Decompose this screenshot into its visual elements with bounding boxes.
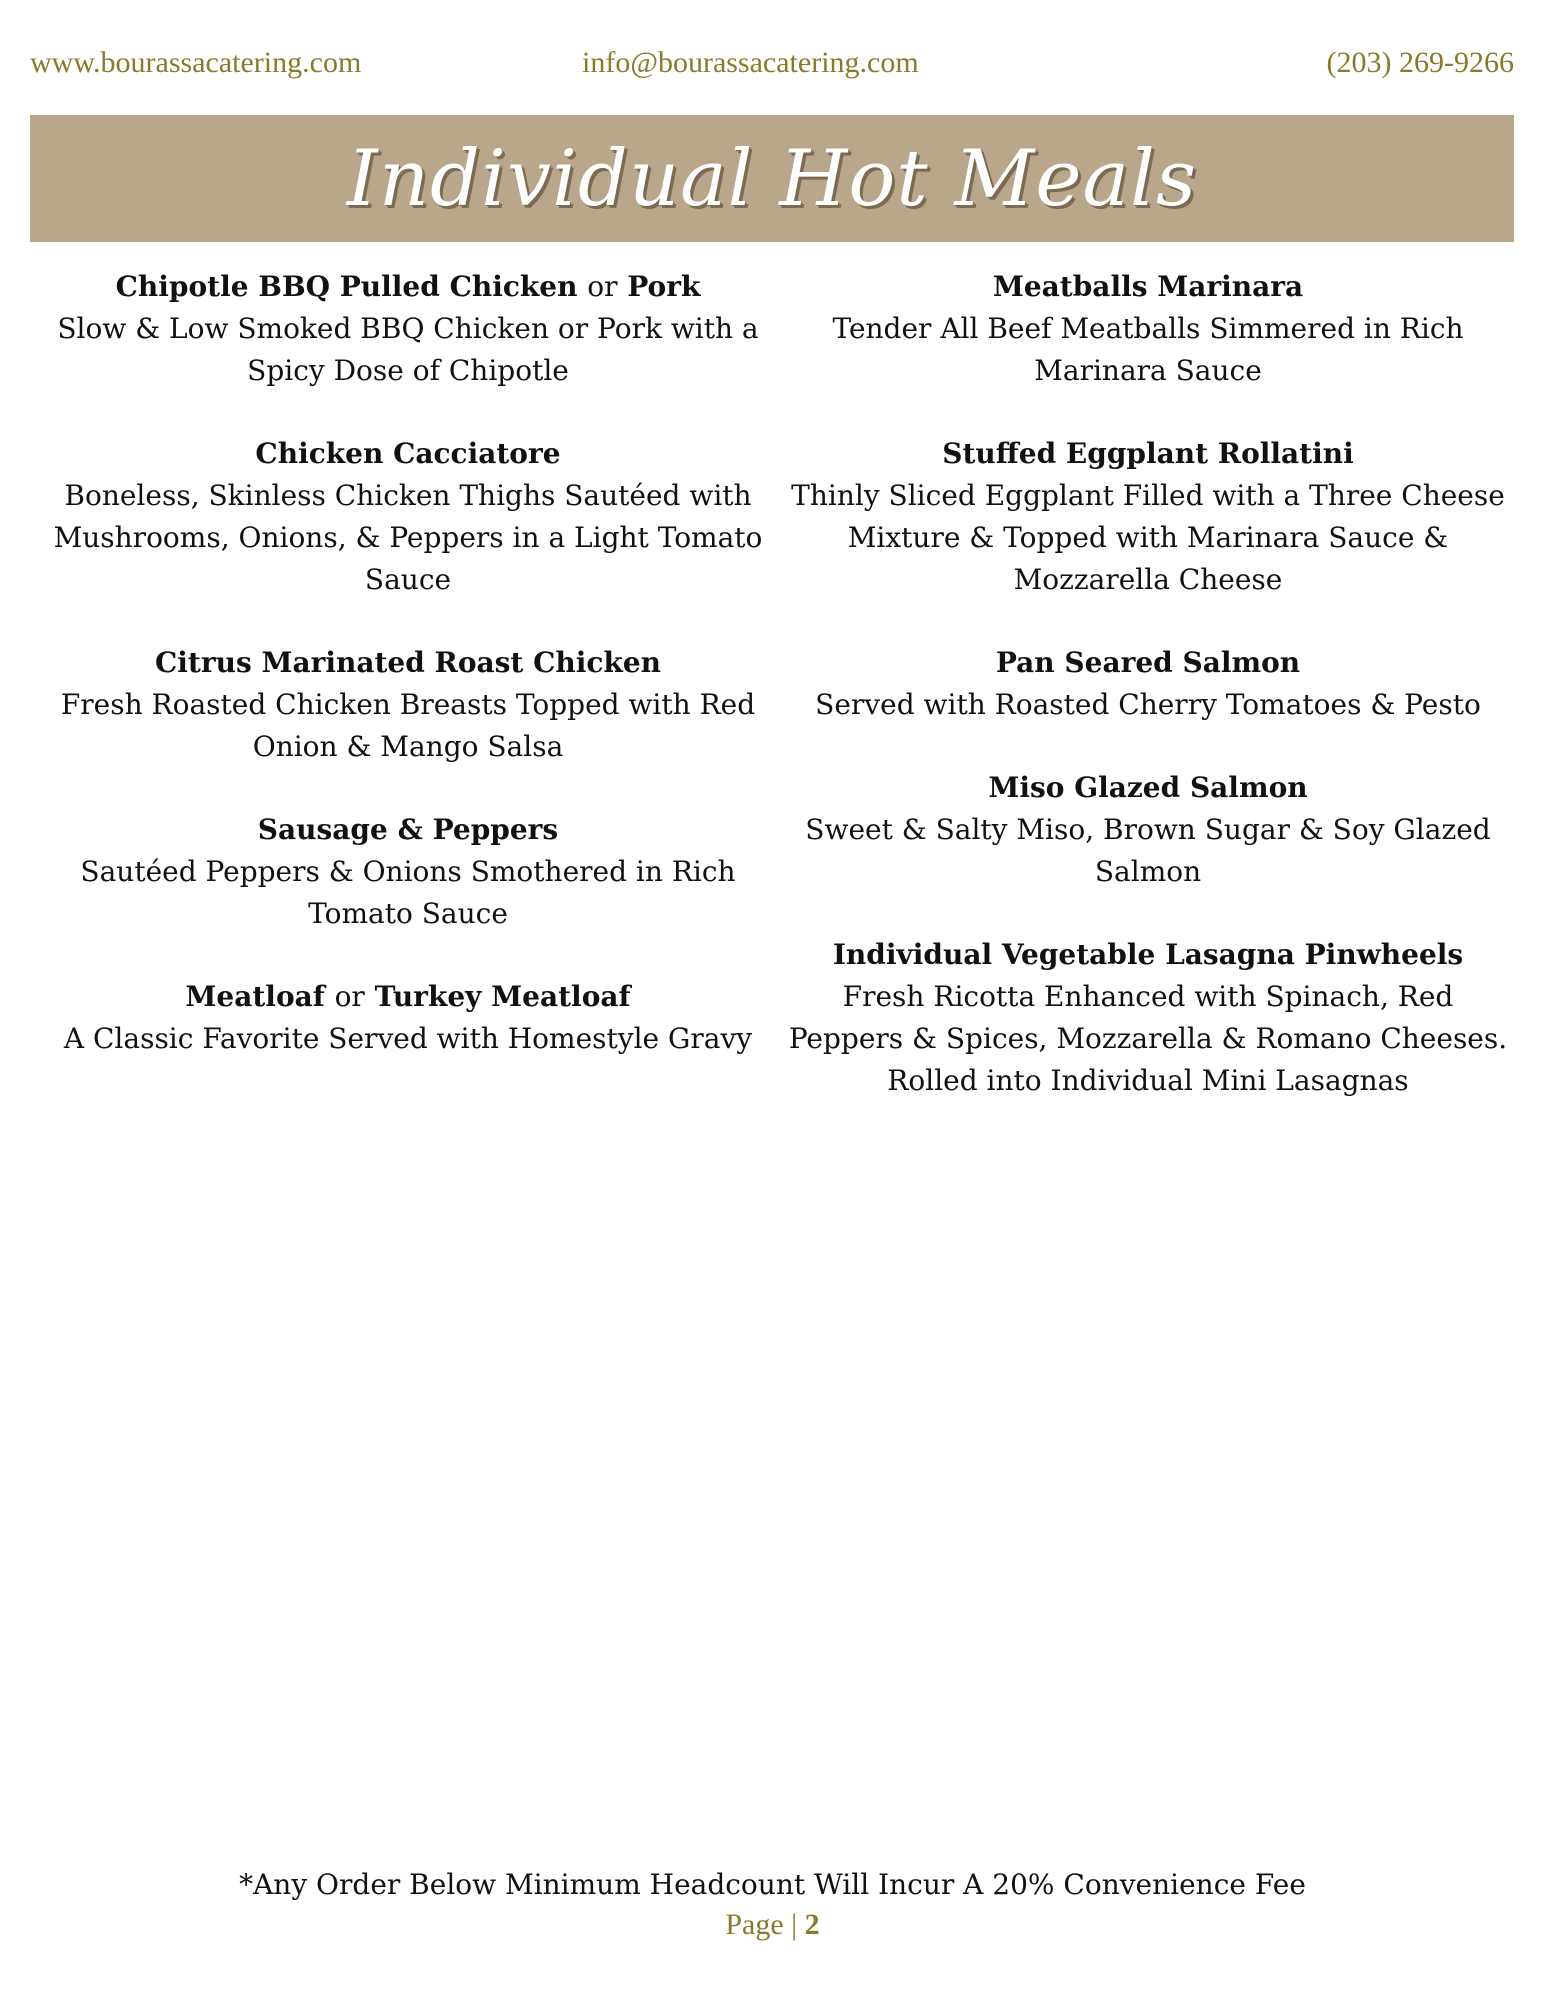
menu-item [48, 642, 768, 768]
menu-item-name: Pan Seared Salmon [995, 646, 1301, 679]
website-link[interactable]: www.bourassacatering.com [30, 46, 362, 79]
contact-header [30, 46, 1514, 90]
menu-item-description: A Classic Favorite Served with Homestyle Gravy [63, 1022, 753, 1055]
menu-item [788, 433, 1508, 601]
menu-column-right [788, 266, 1508, 1143]
menu-item [788, 266, 1508, 392]
page-number [0, 1904, 1545, 1946]
menu-column-left [48, 266, 768, 1101]
menu-item-name: Sausage & Peppers [257, 813, 559, 846]
page-label: Page | [725, 1908, 798, 1941]
menu-item-name: Meatballs Marinara [992, 270, 1304, 303]
email-link[interactable]: info@bourassacatering.com [582, 46, 919, 79]
menu-item-name: Chipotle BBQ Pulled Chicken or Pork [115, 270, 701, 303]
menu-item [48, 433, 768, 601]
page-number-value: 2 [804, 1908, 820, 1941]
menu-item-name: Miso Glazed Salmon [988, 771, 1308, 804]
menu-item [788, 642, 1508, 726]
menu-item-name: Meatloaf or Turkey Meatloaf [185, 980, 631, 1013]
menu-item-description: Fresh Ricotta Enhanced with Spinach, Red Peppers & Spices, Mozzarella & Romano Cheeses. Rolled into Individual Mini Lasagnas [788, 980, 1508, 1097]
title-banner [30, 115, 1514, 242]
menu-item-description: Slow & Low Smoked BBQ Chicken or Pork with a Spicy Dose of Chipotle [57, 312, 759, 387]
menu-item-name: Individual Vegetable Lasagna Pinwheels [832, 938, 1464, 971]
convenience-fee-note: *Any Order Below Minimum Headcount Will Incur A 20% Convenience Fee [239, 1868, 1306, 1901]
menu-item [48, 809, 768, 935]
menu-item [788, 934, 1508, 1102]
page-title: Individual Hot Meals [347, 133, 1197, 224]
menu-item-name: Stuffed Eggplant Rollatini [942, 437, 1354, 470]
menu-item-name: Citrus Marinated Roast Chicken [154, 646, 661, 679]
menu-item-name: Chicken Cacciatore [255, 437, 561, 470]
menu-item-description: Served with Roasted Cherry Tomatoes & Pesto [815, 688, 1481, 721]
menu-item [48, 266, 768, 392]
menu-item-description: Sweet & Salty Miso, Brown Sugar & Soy Glazed Salmon [805, 813, 1491, 888]
phone-number[interactable]: (203) 269-9266 [1326, 46, 1514, 79]
menu-item [788, 767, 1508, 893]
menu-item-description: Fresh Roasted Chicken Breasts Topped with Red Onion & Mango Salsa [60, 688, 756, 763]
menu-item-description: Tender All Beef Meatballs Simmered in Rich Marinara Sauce [832, 312, 1464, 387]
menu-item-description: Sautéed Peppers & Onions Smothered in Rich Tomato Sauce [80, 855, 736, 930]
menu-item-description: Thinly Sliced Eggplant Filled with a Three Cheese Mixture & Topped with Marinara Sauce & Mozzarella Cheese [791, 479, 1505, 596]
menu-item-description: Boneless, Skinless Chicken Thighs Sautéed with Mushrooms, Onions, & Peppers in a Light Tomato Sauce [53, 479, 763, 596]
menu-item [48, 976, 768, 1060]
